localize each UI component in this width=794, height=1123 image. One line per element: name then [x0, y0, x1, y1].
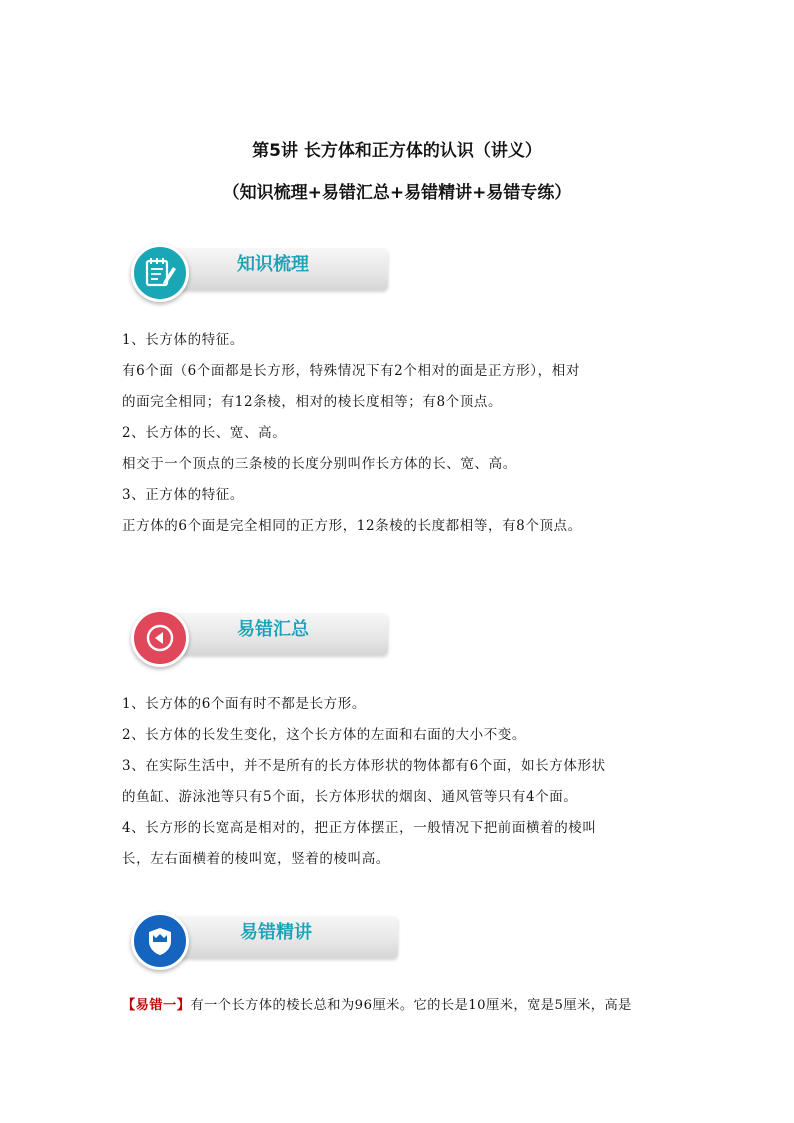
- text-line: 正方体的6个面是完全相同的正方形，12条棱的长度都相等，有8个顶点。: [122, 518, 582, 534]
- text-line: 长，左右面横着的棱叫宽，竖着的棱叫高。: [122, 851, 390, 867]
- knowledge-content: [122, 330, 582, 547]
- example-tag: 【易错一】: [122, 998, 191, 1013]
- text-line: 1、长方体的特征。: [122, 332, 244, 348]
- section-banner-explain: [122, 912, 402, 968]
- text-line: 4、长方形的长宽高是相对的，把正方体摆正，一般情况下把前面横着的棱叫: [122, 820, 597, 836]
- text-line: 1、长方体的6个面有时不都是长方形。: [122, 696, 366, 712]
- example-1: [122, 996, 632, 1016]
- section-banner-knowledge: [122, 244, 392, 300]
- page-subtitle: （知识梳理+易错汇总+易错精讲+易错专练）: [222, 183, 572, 203]
- text-line: 2、长方体的长发生变化，这个长方体的左面和右面的大小不变。: [122, 727, 526, 743]
- text-line: 相交于一个顶点的三条棱的长度分别叫作长方体的长、宽、高。: [122, 456, 517, 472]
- section-label-explain: 易错精讲: [240, 922, 312, 943]
- section-label-errors: 易错汇总: [237, 619, 309, 640]
- text-line: 3、在实际生活中，并不是所有的长方体形状的物体都有6个面，如长方体形状: [122, 758, 606, 774]
- shield-icon: [131, 912, 189, 970]
- text-line: 有6个面（6个面都是长方形，特殊情况下有2个相对的面是正方形），相对: [122, 363, 580, 379]
- section-banner-errors: [122, 609, 392, 665]
- text-line: 3、正方体的特征。: [122, 487, 244, 503]
- example-text: 有一个长方体的棱长总和为96厘米。它的长是10厘米，宽是5厘米，高是: [190, 998, 632, 1013]
- section-label-knowledge: 知识梳理: [237, 254, 309, 275]
- text-line: 的鱼缸、游泳池等只有5个面，长方体形状的烟囱、通风管等只有4个面。: [122, 789, 578, 805]
- play-back-icon: [131, 609, 189, 667]
- text-line: 的面完全相同；有12条棱，相对的棱长度相等；有8个顶点。: [122, 394, 503, 410]
- text-line: 2、长方体的长、宽、高。: [122, 425, 287, 441]
- errors-content: [122, 694, 606, 880]
- notepad-pencil-icon: [131, 244, 189, 302]
- page-title: 第5讲 长方体和正方体的认识（讲义）: [252, 141, 542, 161]
